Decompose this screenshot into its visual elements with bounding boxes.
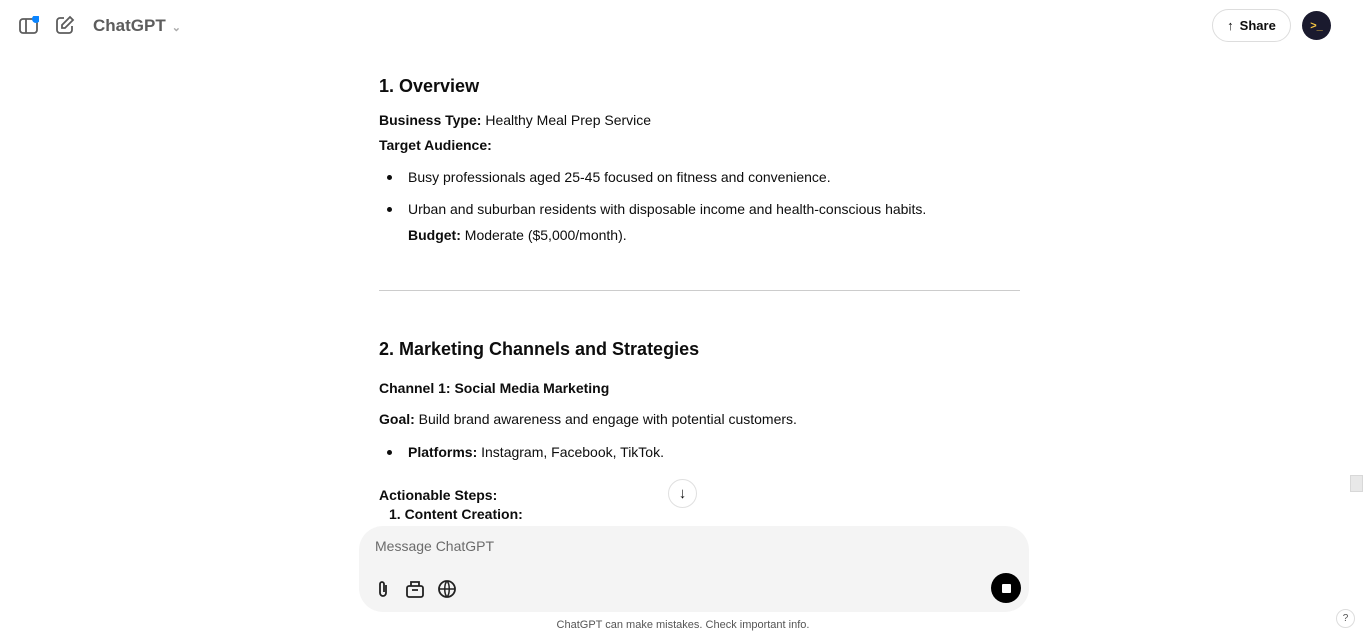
goal-label: Goal:: [379, 411, 415, 427]
platforms-label: Platforms:: [408, 444, 478, 460]
model-selector[interactable]: [93, 16, 181, 36]
model-name: ChatGPT: [93, 16, 166, 35]
list-item: [408, 443, 664, 463]
share-icon: ↑: [1227, 18, 1234, 33]
message-input[interactable]: [375, 538, 975, 554]
channels-heading: 2. Marketing Channels and Strategies: [379, 339, 700, 359]
help-button[interactable]: ?: [1336, 609, 1355, 628]
goal-value: Build brand awareness and engage with potential customers.: [414, 411, 797, 427]
platforms-value: Instagram, Facebook, TikTok.: [477, 444, 664, 460]
business-type-value: Healthy Meal Prep Service: [481, 112, 652, 128]
business-type: [379, 111, 651, 131]
divider: [379, 290, 1020, 291]
step-item: 1. Content Creation:: [389, 506, 523, 522]
chevron-down-icon: ⌄: [171, 22, 181, 34]
composer: [359, 526, 1029, 612]
scroll-down-button[interactable]: [668, 479, 697, 508]
business-type-label: Business Type:: [379, 112, 482, 128]
top-bar: [0, 0, 1366, 52]
globe-icon[interactable]: [436, 578, 458, 600]
arrow-down-icon: ↓: [678, 485, 687, 502]
stop-icon: [1002, 584, 1011, 593]
sidebar-toggle-icon[interactable]: [19, 16, 39, 40]
overview-heading: 1. Overview: [379, 76, 480, 96]
budget-label: Budget:: [408, 227, 461, 243]
list-item: Urban and suburban residents with disposable income and health-conscious habits.: [408, 200, 926, 220]
scrollbar-thumb[interactable]: [1350, 475, 1363, 492]
new-chat-icon[interactable]: [55, 15, 75, 40]
goal: [379, 410, 797, 430]
share-label: Share: [1239, 18, 1276, 33]
tools-icon[interactable]: [404, 578, 426, 600]
budget-value: Moderate ($5,000/month).: [460, 227, 627, 243]
target-audience-label: Target Audience:: [379, 137, 492, 153]
channel-heading: Channel 1: Social Media Marketing: [379, 380, 610, 396]
avatar[interactable]: >_: [1302, 11, 1331, 40]
budget: [408, 226, 627, 246]
share-button[interactable]: [1212, 9, 1291, 42]
attach-icon[interactable]: [372, 578, 394, 600]
stop-button[interactable]: [991, 573, 1021, 603]
steps-heading: Actionable Steps:: [379, 487, 498, 503]
list-item: Busy professionals aged 25-45 focused on fitness and convenience.: [408, 168, 831, 188]
disclaimer: ChatGPT can make mistakes. Check important info.: [556, 619, 810, 631]
